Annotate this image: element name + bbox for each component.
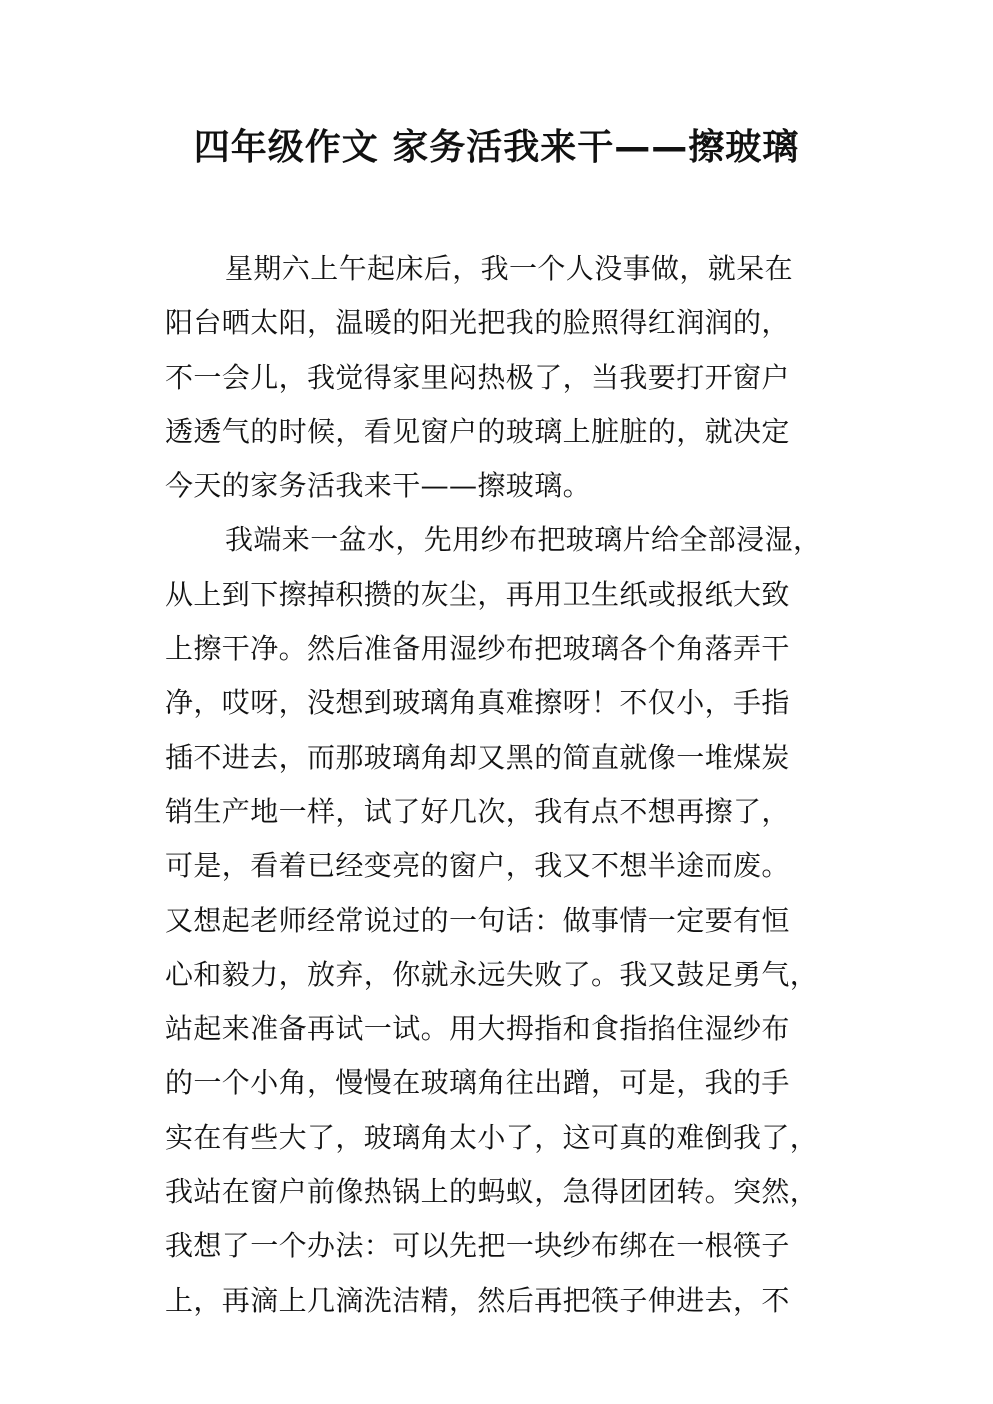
paragraph-2-line: 上擦干净。然后准备用湿纱布把玻璃各个角落弄干 xyxy=(165,632,790,666)
paragraph-2-line: 销生产地一样，试了好几次，我有点不想再擦了， xyxy=(165,794,790,828)
paragraph-2-line: 可是，看着已经变亮的窗户，我又不想半途而废。 xyxy=(165,849,790,883)
paragraph-2-line: 从上到下擦掉积攒的灰尘，再用卫生纸或报纸大致 xyxy=(165,577,790,611)
paragraph-2-line: 我站在窗户前像热锅上的蚂蚁，急得团团转。突然， xyxy=(165,1175,819,1209)
paragraph-1-line: 不一会儿，我觉得家里闷热极了，当我要打开窗户 xyxy=(165,360,790,394)
paragraph-2-line: 的一个小角，慢慢在玻璃角往出蹭，可是，我的手 xyxy=(165,1066,790,1100)
essay-body xyxy=(165,242,845,1328)
paragraph-1-line: 透透气的时候，看见窗户的玻璃上脏脏的，就决定 xyxy=(165,414,790,448)
paragraph-1-line: 今天的家务活我来干——擦玻璃。 xyxy=(165,469,592,503)
paragraph-2-line: 实在有些大了，玻璃角太小了，这可真的难倒我了， xyxy=(165,1120,819,1154)
paragraph-2-line: 插不进去，而那玻璃角却又黑的简直就像一堆煤炭 xyxy=(165,740,790,774)
paragraph-2-line: 净，哎呀，没想到玻璃角真难擦呀！不仅小，手指 xyxy=(165,686,790,720)
paragraph-1-line: 星期六上午起床后，我一个人没事做，就呆在 xyxy=(225,252,794,285)
paragraph-2-line: 上，再滴上几滴洗洁精，然后再把筷子伸进去，不 xyxy=(165,1283,790,1317)
paragraph-2-line: 又想起老师经常说过的一句话：做事情一定要有恒 xyxy=(165,903,790,937)
document-title: 四年级作文 家务活我来干——擦玻璃 xyxy=(193,127,800,168)
paragraph-2-line: 站起来准备再试一试。用大拇指和食指掐住湿纱布 xyxy=(165,1012,790,1046)
paragraph-2-line: 我想了一个办法：可以先把一块纱布绑在一根筷子 xyxy=(165,1229,790,1263)
paragraph-2-line: 心和毅力，放弃，你就永远失败了。我又鼓足勇气， xyxy=(165,957,819,991)
paragraph-2-line: 我端来一盆水，先用纱布把玻璃片给全部浸湿， xyxy=(225,523,822,557)
paragraph-1-line: 阳台晒太阳，温暖的阳光把我的脸照得红润润的， xyxy=(165,306,790,340)
